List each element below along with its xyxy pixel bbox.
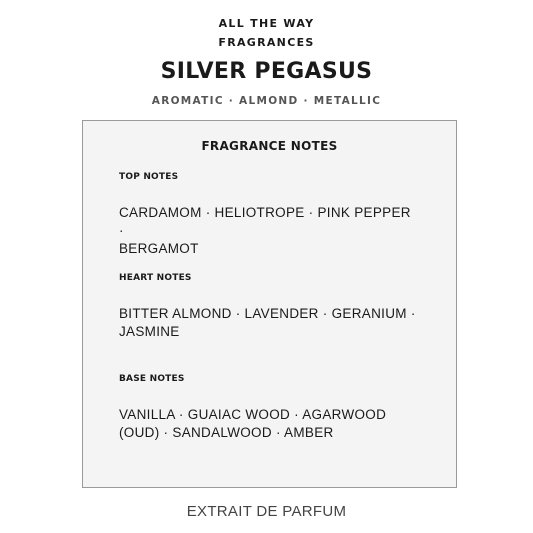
card-title: FRAGRANCE NOTES <box>201 139 338 153</box>
base-notes-line-1: VANILLA · GUAIAC WOOD · AGARWOOD <box>119 407 387 422</box>
brand-line-2: FRAGRANCES <box>218 36 315 49</box>
base-notes-heading: BASE NOTES <box>119 374 185 384</box>
base-notes-list <box>119 406 419 442</box>
top-notes-line-1: CARDAMOM · HELIOTROPE · PINK PEPPER · <box>119 205 411 238</box>
brand-line-1: ALL THE WAY <box>218 17 315 30</box>
top-notes-line-2: BERGAMOT <box>119 241 199 256</box>
format-label: EXTRAIT DE PARFUM <box>186 503 347 520</box>
heart-notes-line-1: BITTER ALMOND · LAVENDER · GERANIUM · <box>119 306 416 321</box>
brand-name <box>0 14 533 52</box>
product-title: SILVER PEGASUS <box>160 59 373 84</box>
top-notes-heading: TOP NOTES <box>119 172 179 182</box>
fragrance-notes-card <box>82 120 457 488</box>
product-tagline: AROMATIC · ALMOND · METALLIC <box>151 95 382 107</box>
base-notes-line-2: (OUD) · SANDALWOOD · AMBER <box>119 425 334 440</box>
heart-notes-line-2: JASMINE <box>119 324 180 339</box>
heart-notes-heading: HEART NOTES <box>119 273 192 283</box>
top-notes-list <box>119 204 419 258</box>
heart-notes-list <box>119 305 419 341</box>
